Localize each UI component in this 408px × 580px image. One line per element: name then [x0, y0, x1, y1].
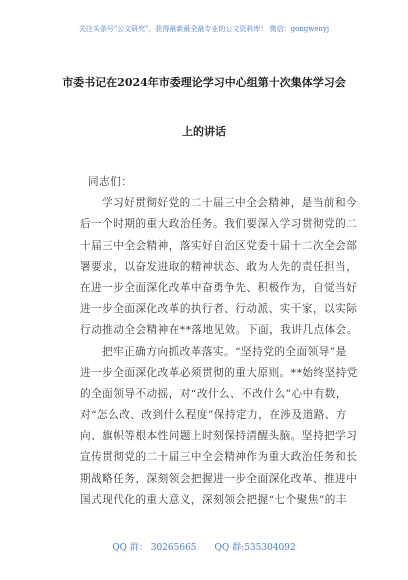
header-promo-note: 关注头条号"公文研究"，获得最新最全最专业的公文资料库！ 微信：gongwenyj [78, 25, 330, 33]
paragraph-line: 进一步全面深化改革必须贯彻的重大原则。**始终坚持党 [80, 366, 358, 379]
paragraph-line: 国式现代化的重大意义，深刻领会把握“七个聚焦”的丰 [80, 493, 347, 506]
salutation: 同志们： [88, 176, 133, 188]
paragraph-line: 行动推动全会精神在**落地见效。下面，我讲几点体会。 [80, 324, 358, 337]
footer-qq-group-2: QQ 群:535304092 [214, 543, 296, 553]
paragraph-line: 对“怎么改、改到什么程度”保持定力，在涉及道路、方 [80, 409, 347, 422]
paragraph-line: 后一个时期的重大政治任务。我们要深入学习贯彻党的二 [80, 218, 358, 231]
document-title-line-1: 市委书记在2024年市委理论学习中心组第十次集体学习会 [62, 76, 346, 89]
paragraph-line: 学习好贯彻好党的二十届三中全会精神，是当前和今 [102, 197, 358, 210]
paragraph-line: 期战略任务，深刻领会把握进一步全面深化改革、推进中 [80, 472, 358, 485]
paragraph-line: 的全面领导不动摇，对“改什么、不改什么”心中有数， [80, 387, 347, 400]
paragraph-line: 在进一步全面深化改革中奋勇争先、积极作为，自觉当好 [80, 281, 358, 294]
document-body [80, 172, 358, 511]
paragraph-line: 宣传贯彻党的二十届三中全会精神作为重大政治任务和长 [80, 451, 358, 464]
paragraph-line: 署要求，以奋发进取的精神状态、敢为人先的责任担当， [80, 260, 358, 273]
paragraph-line: 向、旗帜等根本性问题上时刻保持清醒头脑。坚持把学习 [80, 430, 358, 443]
document-title-line-2: 上的讲话 [182, 125, 226, 138]
paragraph-line: 进一步全面深化改革的执行者、行动派、实干家，以实际 [80, 303, 358, 316]
footer-contact [0, 540, 408, 553]
paragraph-line: 十届三中全会精神，落实好自治区党委十届十二次全会部 [80, 239, 358, 252]
paragraph-line: 把牢正确方向抓改革落实。“坚持党的全面领导”是 [102, 345, 347, 358]
footer-qq-group-1: QQ 群： 30265665 [112, 543, 197, 553]
